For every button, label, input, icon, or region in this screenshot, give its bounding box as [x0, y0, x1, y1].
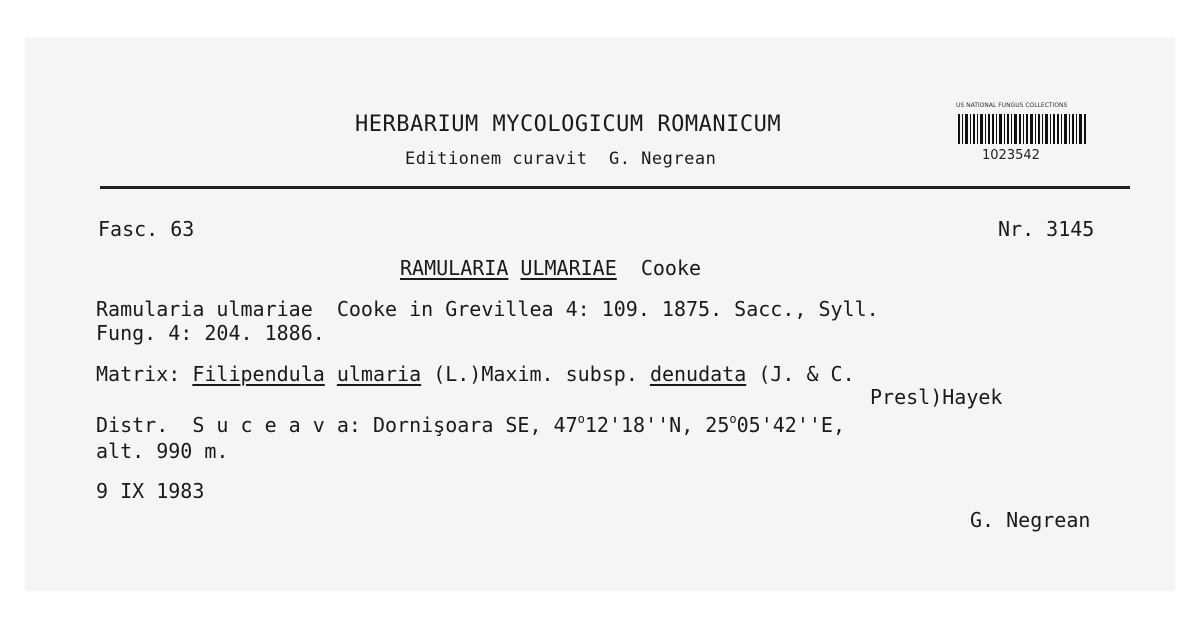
host-species: ulmaria [336, 362, 422, 386]
barcode-image [956, 112, 1090, 146]
distribution-part-2: 12'18''N, 25 [584, 413, 730, 437]
species-genus: RAMULARIA [400, 256, 509, 280]
distribution-part-1: Distr. S u c e a v a: Dornişoara SE, 47 [96, 413, 578, 437]
host-subspecies: denudata [649, 362, 747, 386]
subsp-author-2: Presl)Hayek [870, 385, 1003, 409]
header-rule [100, 186, 1130, 189]
species-author: Cooke [640, 256, 702, 280]
barcode-number: 1023542 [982, 148, 1040, 163]
subsp-author-1: (J. & C. [758, 362, 855, 386]
editor-line: Editionem curavit G. Negrean [405, 149, 717, 169]
citation-line-1: Ramularia ulmariae Cooke in Grevillea 4: 109. 1875. Sacc., Syll. [96, 297, 879, 321]
barcode-block [950, 102, 1096, 164]
host-genus: Filipendula [192, 362, 325, 386]
degree-sign-2: o [729, 412, 737, 426]
collection-date: 9 IX 1983 [96, 479, 205, 503]
specimen-number: Nr. 3145 [998, 217, 1095, 241]
species-heading [400, 258, 701, 278]
matrix-label: Matrix: [96, 362, 181, 386]
matrix-line [96, 364, 855, 384]
barcode-caption: US NATIONAL FUNGUS COLLECTIONS [956, 102, 1068, 109]
herbarium-title: HERBARIUM MYCOLOGICUM ROMANICUM [355, 112, 782, 137]
species-epithet: ULMARIAE [520, 256, 617, 280]
collector-name: G. Negrean [970, 508, 1091, 532]
degree-sign-1: o [577, 412, 585, 426]
citation-line-2: Fung. 4: 204. 1886. [96, 321, 325, 345]
host-author: (L.)Maxim. subsp. [433, 362, 638, 386]
distribution-line-2: alt. 990 m. [96, 439, 229, 463]
distribution-part-3: 05'42''E, [736, 413, 845, 437]
distribution-line-1 [96, 412, 845, 437]
fascicle-number: Fasc. 63 [98, 217, 195, 241]
